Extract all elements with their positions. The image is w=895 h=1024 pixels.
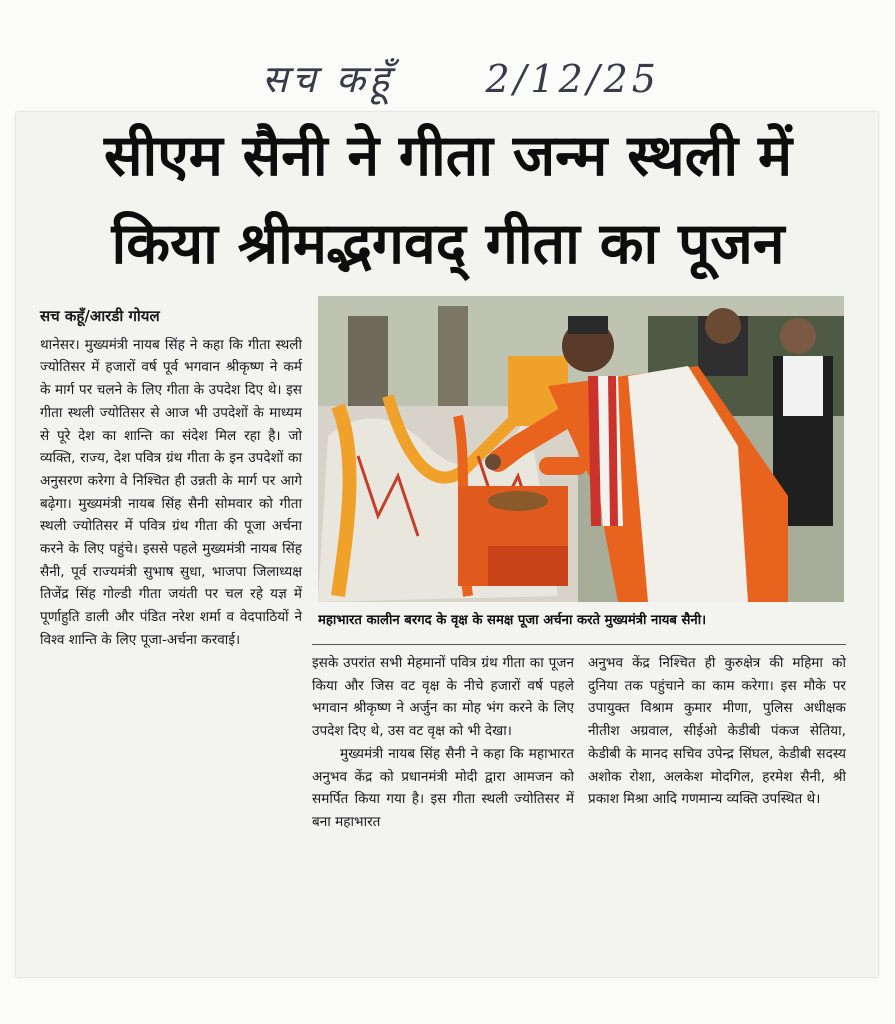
handwritten-note: [262, 52, 732, 104]
article-column-1: [40, 305, 302, 652]
article-column-3: [588, 652, 846, 811]
news-photo: [318, 296, 844, 602]
column-2-paragraph-2: मुख्यमंत्री नायब सिंह सैनी ने कहा कि महाभारत अनुभव केंद्र को प्रधानमंत्री मोदी द्वारा आमजन को समर्पित किया गया है। इस गीता स्थली ज्योतिसर में बना महाभारत: [312, 745, 574, 830]
column-3-text: अनुभव केंद्र निश्चित ही कुरुक्षेत्र की महिमा को दुनिया तक पहुंचाने का काम करेगा। इस मौके पर उपायुक्त विश्राम कुमार मीणा, पुलिस अधीक्षक नीतीश अग्रवाल, सीईओ केडीबी पंकज सेतिया, केडीबी के मानद सचिव उपेन्द्र सिंघल, केडीबी सदस्य अशोक रोशा, अलकेश मोदगिल, हरमेश सैनी, श्री प्रकाश मिश्रा आदि गणमान्य व्यक्ति उपस्थित थे।: [588, 655, 846, 808]
article-column-2: [312, 652, 574, 834]
headline-line-2: किया श्रीमद्भगवद् गीता का पूजन: [111, 211, 785, 277]
column-1-text: थानेसर। मुख्यमंत्री नायब सिंह ने कहा कि गीता स्थली ज्योतिसर में हजारों वर्ष पूर्व भगवान श्रीकृष्ण ने कर्म के मार्ग पर चलने के लिए गीता के उपदेश दिए थे। इस गीता स्थली ज्योतिसर से आज भी उपदेशों के माध्यम से पूरे देश का शान्ति का संदेश मिल रहा है। जो व्यक्ति, राज्य, देश पवित्र ग्रंथ गीता के इन उपदेशों का अनुसरण करेगा वे निश्चित ही उन्नती के मार्ग पर आगे बढ़ेगा। मुख्यमंत्री नायब सिंह सैनी सोमवार को गीता स्थली ज्योतिसर में पवित्र ग्रंथ गीता की पूजा अर्चना करने के लिए पहुंचे। इससे पहले मुख्यमंत्री नायब सिंह सैनी, पूर्व राज्यमंत्री सुभाष सुधा, भाजपा जिलाध्यक्ष तिजेंद्र सिंह गोल्डी गीता जयंती पर चल रहे यज्ञ में पूर्णाहुति डाली और पंडित नरेश शर्मा व वेदपाठियों ने विश्व शान्ति के लिए पूजा-अर्चना करवाई।: [40, 336, 302, 648]
handwritten-publication: सच कहूँ: [262, 57, 394, 101]
photo-caption: महाभारत कालीन बरगद के वृक्ष के समक्ष पूजा अर्चना करते मुख्यमंत्री नायब सैनी।: [318, 613, 707, 628]
caption-divider: [312, 644, 846, 645]
news-photo-illustration: [318, 296, 844, 602]
column-2-paragraph-1: इसके उपरांत सभी मेहमानों पवित्र ग्रंथ गीता का पूजन किया और जिस वट वृक्ष के नीचे हजारों वर्ष पहले भगवान श्रीकृष्ण ने अर्जुन का मोह भंग करने के लिए उपदेश दिए थे, उस वट वृक्ष को भी देखा।: [312, 655, 574, 740]
headline-line-1: सीएम सैनी ने गीता जन्म स्थली में: [103, 123, 793, 189]
byline: सच कहूँ/आरडी गोयल: [40, 307, 160, 325]
handwritten-date: 2/12/25: [485, 57, 660, 101]
